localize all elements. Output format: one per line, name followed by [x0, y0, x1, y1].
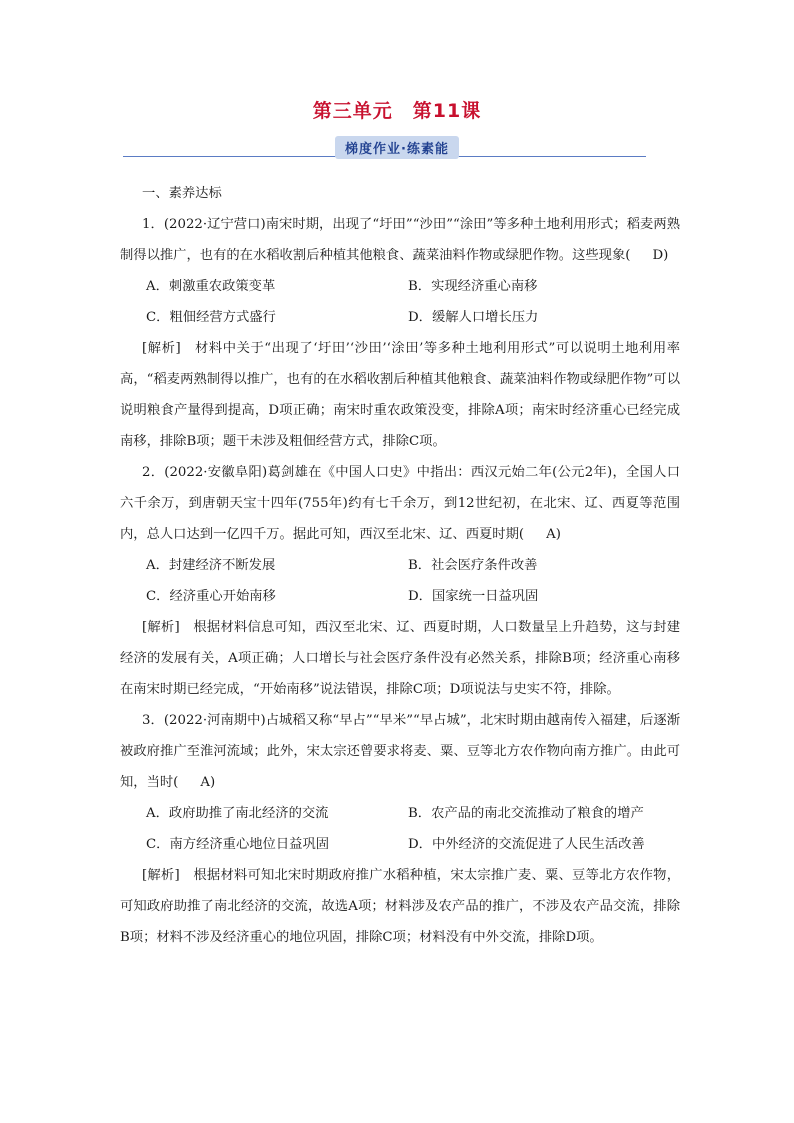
band-label: 梯度作业·练素能 — [335, 136, 459, 159]
option-d: D．缓解人口增长压力 — [408, 310, 539, 325]
question-stem: 2．(2022·安徽阜阳)葛剑雄在《中国人口史》中指出：西汉元始二年(公元2年)，全国人口六千余万，到唐朝天宝十四年(755年)约有七千余万，到12世纪初，在北宋、辽、西夏等范围内，总人口达到一亿四千万。据此可知，西汉至北宋、辽、西夏时期( A) — [120, 457, 680, 550]
option-d: D．国家统一日益巩固 — [408, 589, 539, 604]
option-b: B．社会医疗条件改善 — [408, 558, 538, 573]
worksheet-body — [120, 178, 680, 953]
question-3 — [120, 705, 680, 953]
option-c: C．经济重心开始南移 — [146, 589, 276, 604]
option-b: B．农产品的南北交流推动了粮食的增产 — [408, 806, 644, 821]
question-stem: 1．(2022·辽宁营口)南宋时期，出现了“圩田”“沙田”“涂田”等多种土地利用形式；稻麦两熟制得以推广，也有的在水稻收割后种植其他粮食、蔬菜油料作物或绿肥作物。这些现象( D) — [120, 209, 680, 271]
options — [146, 271, 680, 333]
answer-label: A — [200, 775, 210, 790]
analysis-text: [解析] 材料中关于“出现了‘圩田’‘沙田’‘涂田’等多种土地利用形式”可以说明土地利用率高，“稻麦两熟制得以推广，也有的在水稻收割后种植其他粮食、蔬菜油料作物或绿肥作物”可以说明粮食产量得到提高，D项正确；南宋时重农政策没变，排除A项；南宋时经济重心已经完成南移，排除B项；题干未涉及粗佃经营方式，排除C项。 — [120, 341, 680, 449]
option-c: C．粗佃经营方式盛行 — [146, 310, 276, 325]
option-d: D．中外经济的交流促进了人民生活改善 — [408, 837, 645, 852]
option-c: C．南方经济重心地位日益巩固 — [146, 837, 330, 852]
options — [146, 550, 680, 612]
section-heading: 一、素养达标 — [142, 186, 222, 201]
option-a: A．刺激重农政策变革 — [146, 279, 276, 294]
analysis-text: [解析] 根据材料信息可知，西汉至北宋、辽、西夏时期，人口数量呈上升趋势，这与封建经济的发展有关，A项正确；人口增长与社会医疗条件没有必然关系，排除B项；经济重心南移在南宋时期已经完成，“开始南移”说法错误，排除C项；D项说法与史实不符，排除。 — [120, 620, 680, 697]
header-band — [0, 136, 794, 159]
question-2 — [120, 457, 680, 705]
page-title: 第三单元 第11课 — [312, 100, 482, 122]
answer-label: D — [652, 248, 664, 263]
option-b: B．实现经济重心南移 — [408, 279, 538, 294]
options — [146, 798, 680, 860]
question-stem: 3．(2022·河南期中)占城稻又称“早占”“早米”“早占城”，北宋时期由越南传入福建，后逐渐被政府推广至淮河流域；此外，宋太宗还曾要求将麦、粟、豆等北方农作物向南方推广。由此可知，当时( A) — [120, 705, 680, 798]
question-1 — [120, 209, 680, 457]
analysis-text: [解析] 根据材料可知北宋时期政府推广水稻种植，宋太宗推广麦、粟、豆等北方农作物，可知政府助推了南北经济的交流，故选A项；材料涉及农产品的推广，不涉及农产品交流，排除B项；材料不涉及经济重心的地位巩固，排除C项；材料没有中外交流，排除D项。 — [120, 868, 680, 945]
option-a: A．政府助推了南北经济的交流 — [146, 806, 329, 821]
answer-label: A — [546, 527, 556, 542]
option-a: A．封建经济不断发展 — [146, 558, 276, 573]
